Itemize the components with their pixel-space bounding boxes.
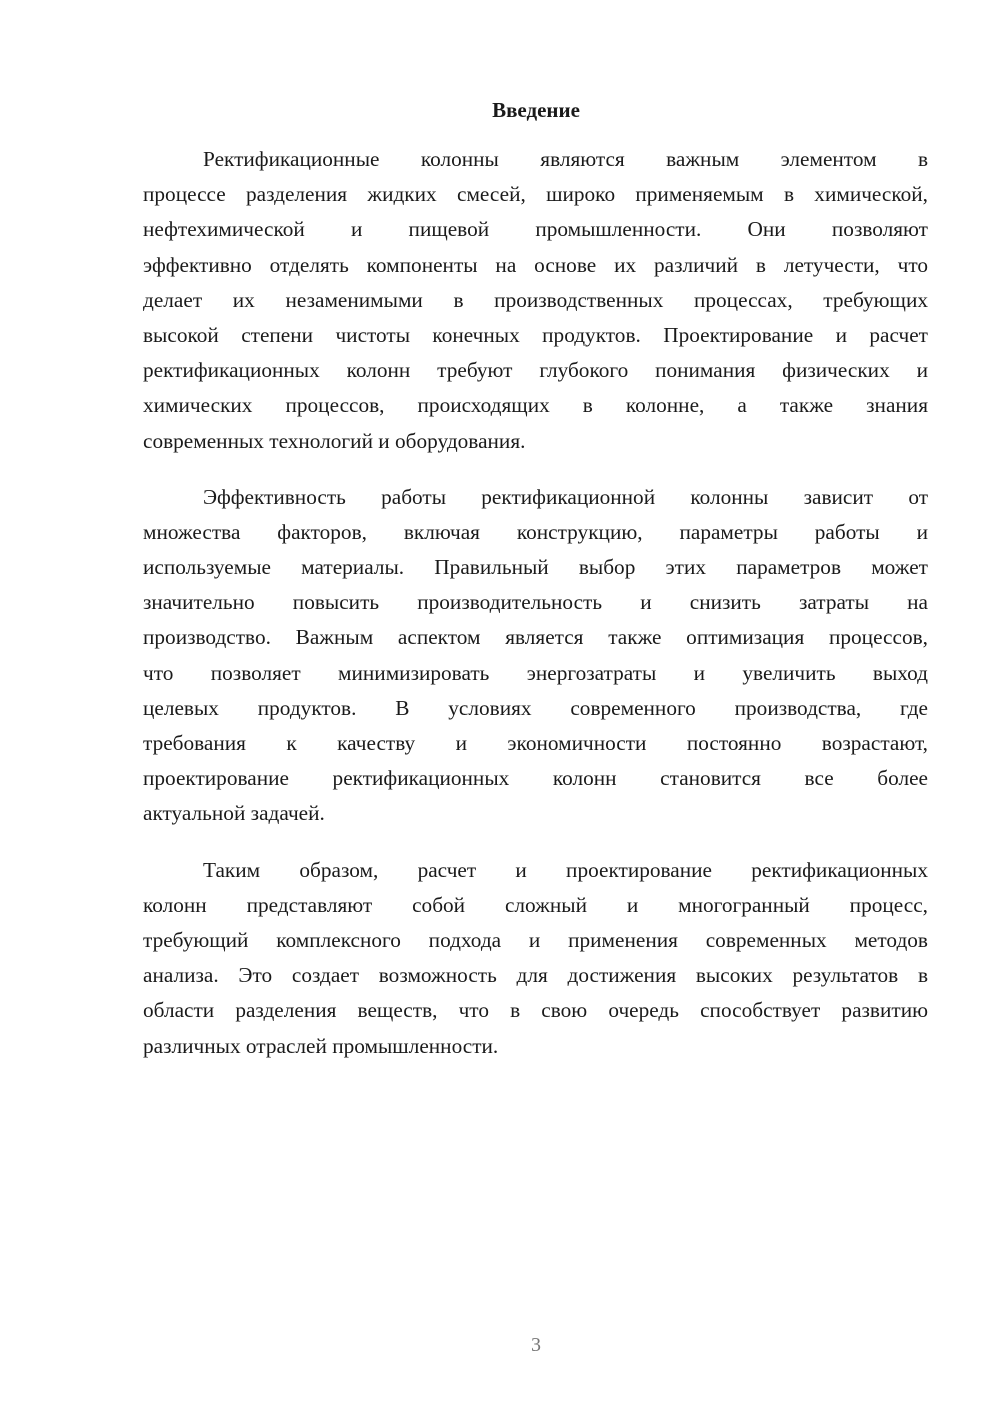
text-line: Таким образом, расчет и проектирование ректификационных <box>203 857 928 882</box>
text-line: современных технологий и оборудования. <box>143 428 526 453</box>
text-line: делает их незаменимыми в производственных процессах, требующих <box>143 287 928 312</box>
section-title: Введение <box>492 98 580 122</box>
text-line: что позволяет минимизировать энергозатраты и увеличить выход <box>143 660 928 685</box>
text-line: требования к качеству и экономичности постоянно возрастают, <box>143 731 928 755</box>
text-line: актуальной задачей. <box>143 801 325 826</box>
text-line: эффективно отделять компоненты на основе их различий в летучести, что <box>143 252 928 277</box>
text-line: колонн представляют собой сложный и многогранный процесс, <box>143 892 928 917</box>
text-line: области разделения веществ, что в свою очередь способствует развитию <box>143 998 928 1023</box>
text-line: множества факторов, включая конструкцию, параметры работы и <box>143 519 928 544</box>
paragraph <box>143 853 928 1064</box>
document-body <box>143 142 928 1085</box>
text-line: различных отраслей промышленности. <box>143 1033 499 1058</box>
text-line: нефтехимической и пищевой промышленности. Они позволяют <box>143 217 928 242</box>
text-line: проектирование ректификационных колонн становится все более <box>143 766 928 791</box>
text-line: высокой степени чистоты конечных продуктов. Проектирование и расчет <box>143 322 928 347</box>
text-line: анализа. Это создает возможность для достижения высоких результатов в <box>143 963 928 988</box>
text-line: используемые материалы. Правильный выбор этих параметров может <box>143 555 928 580</box>
text-line: химических процессов, происходящих в колонне, а также знания <box>143 393 928 418</box>
text-line: производство. Важным аспектом является также оптимизация процессов, <box>143 625 928 650</box>
text-line: значительно повысить производительность и снизить затраты на <box>143 590 928 615</box>
text-line: Ректификационные колонны являются важным элементом в <box>203 147 928 171</box>
text-line: процессе разделения жидких смесей, широко применяемым в химической, <box>143 182 928 207</box>
paragraph <box>143 142 928 459</box>
text-line: целевых продуктов. В условиях современного производства, где <box>143 695 928 720</box>
text-line: Эффективность работы ректификационной колонны зависит от <box>203 484 928 509</box>
page-number: 3 <box>531 1334 541 1356</box>
text-line: ректификационных колонн требуют глубокого понимания физических и <box>143 358 928 383</box>
text-line: требующий комплексного подхода и применения современных методов <box>143 927 928 952</box>
paragraph <box>143 480 928 832</box>
